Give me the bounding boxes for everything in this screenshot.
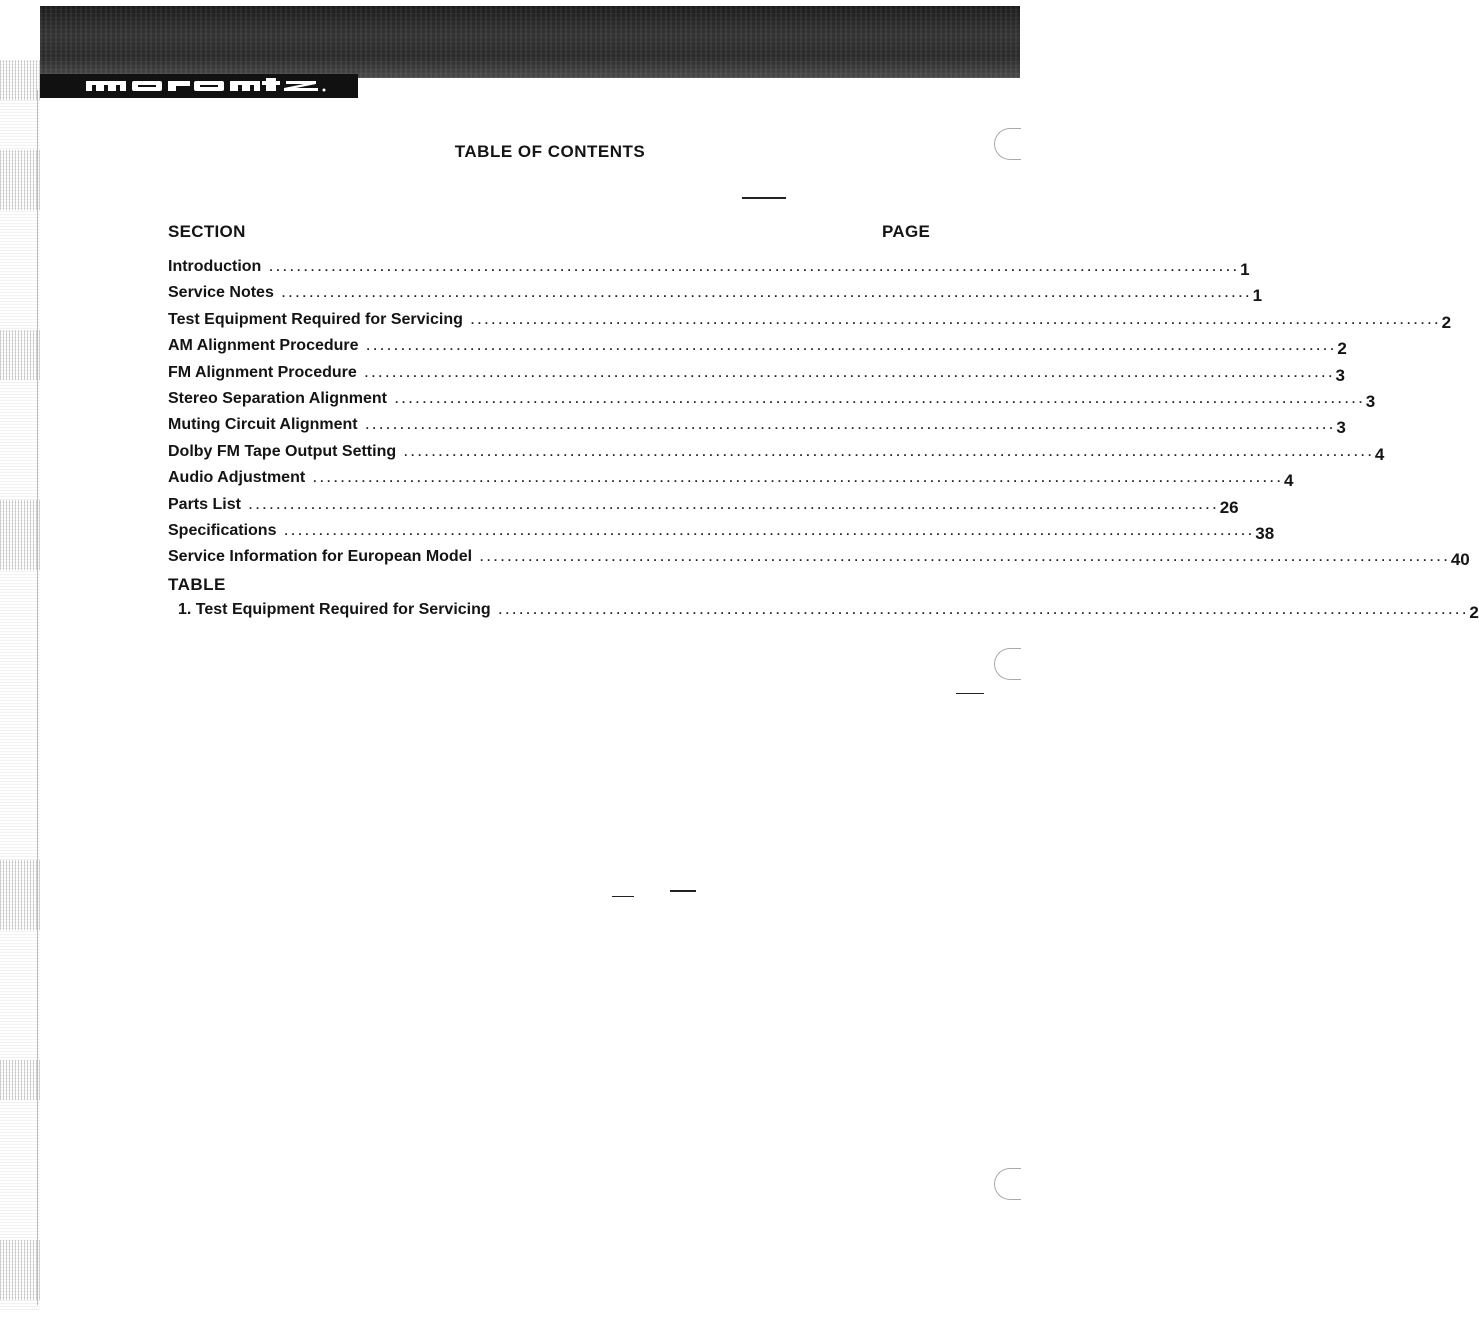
toc-entry xyxy=(168,309,1452,335)
toc-entry-title: Service Information for European Model xyxy=(168,548,473,566)
punch-hole xyxy=(994,648,1021,680)
pen-mark xyxy=(670,890,696,892)
toc-entry-page: 40 xyxy=(1450,550,1470,570)
table-list-heading: TABLE xyxy=(168,574,226,594)
toc-entry xyxy=(168,388,1376,414)
dot-leader: ............................................................................................................................................ xyxy=(404,444,1375,459)
scan-noise xyxy=(0,1060,40,1100)
table-of-contents xyxy=(168,256,1479,625)
scan-noise xyxy=(0,1240,40,1300)
toc-entry-page: 2 xyxy=(1337,339,1347,359)
scan-noise xyxy=(0,60,40,100)
toc-entry-title: FM Alignment Procedure xyxy=(168,363,357,381)
dot-leader: ............................................................................................................................................ xyxy=(470,312,1442,327)
pen-mark xyxy=(956,693,984,694)
toc-entry-title: Parts List xyxy=(168,495,241,513)
scan-noise xyxy=(0,860,40,930)
toc-entry xyxy=(168,335,1347,361)
dot-leader: ............................................................................................................................................ xyxy=(480,550,1451,565)
toc-entry-title: Introduction xyxy=(168,258,262,275)
toc-entry-title: 1. Test Equipment Required for Servicing xyxy=(178,601,491,619)
toc-entry-page: 4 xyxy=(1374,444,1385,464)
toc-entry-title: Audio Adjustment xyxy=(168,469,306,487)
dot-leader: ............................................................................................................................................ xyxy=(284,523,1256,538)
page-column-header: PAGE xyxy=(882,222,931,241)
toc-entry-page: 38 xyxy=(1255,523,1275,543)
toc-entry xyxy=(168,494,1239,520)
dot-leader: ............................................................................................................................................ xyxy=(366,339,1338,354)
toc-entry-page: 4 xyxy=(1283,471,1294,491)
dot-leader: ............................................................................................................................................ xyxy=(313,471,1284,486)
scan-noise xyxy=(0,500,40,570)
pen-mark xyxy=(742,197,786,199)
toc-entry xyxy=(168,256,1250,282)
toc-entry-page: 2 xyxy=(1441,312,1452,332)
dot-leader: ............................................................................................................................................ xyxy=(395,391,1366,406)
toc-entry-page: 3 xyxy=(1365,391,1376,411)
dot-leader: ............................................................................................................................................ xyxy=(281,286,1253,301)
page-title: TABLE OF CONTENTS xyxy=(454,142,646,161)
section-column-header: SECTION xyxy=(168,222,246,241)
toc-entry-page: 2 xyxy=(1469,603,1479,623)
toc-entry xyxy=(168,282,1263,308)
toc-entry xyxy=(168,520,1275,546)
dot-leader: ............................................................................................................................................ xyxy=(498,603,1470,618)
scan-noise xyxy=(0,330,40,380)
page-left-edge xyxy=(0,60,40,1310)
dot-leader: ............................................................................................................................................ xyxy=(248,497,1220,512)
toc-entry-page: 3 xyxy=(1336,418,1346,438)
binding-rule xyxy=(37,90,38,1305)
dot-leader: ............................................................................................................................................ xyxy=(269,260,1241,274)
brand-logo xyxy=(40,74,358,98)
toc-entry xyxy=(168,599,1479,625)
toc-entry xyxy=(168,414,1346,440)
toc-entry-page: 26 xyxy=(1219,497,1239,517)
toc-entry-page: 3 xyxy=(1335,365,1345,385)
dot-leader: ............................................................................................................................................ xyxy=(365,418,1337,433)
toc-entry xyxy=(168,546,1470,572)
toc-entry-title: Service Notes xyxy=(168,284,274,302)
toc-entry-page: 1 xyxy=(1240,260,1250,279)
toc-entry-title: Muting Circuit Alignment xyxy=(168,416,358,434)
toc-entry-title: Specifications xyxy=(168,521,277,539)
toc-entry xyxy=(168,441,1385,467)
toc-entry xyxy=(168,467,1294,493)
dot-leader: ............................................................................................................................................ xyxy=(364,365,1336,380)
toc-entry-title: Dolby FM Tape Output Setting xyxy=(168,442,397,460)
punch-hole xyxy=(994,1168,1021,1200)
header-band xyxy=(40,6,1020,78)
toc-entry-title: AM Alignment Procedure xyxy=(168,337,359,355)
pen-mark xyxy=(612,896,634,897)
toc-entry-page: 1 xyxy=(1252,286,1263,306)
toc-entry xyxy=(168,362,1345,388)
toc-entry-title: Stereo Separation Alignment xyxy=(168,389,387,407)
toc-entry-title: Test Equipment Required for Servicing xyxy=(168,310,463,328)
marantz-logo-mark xyxy=(86,77,356,95)
